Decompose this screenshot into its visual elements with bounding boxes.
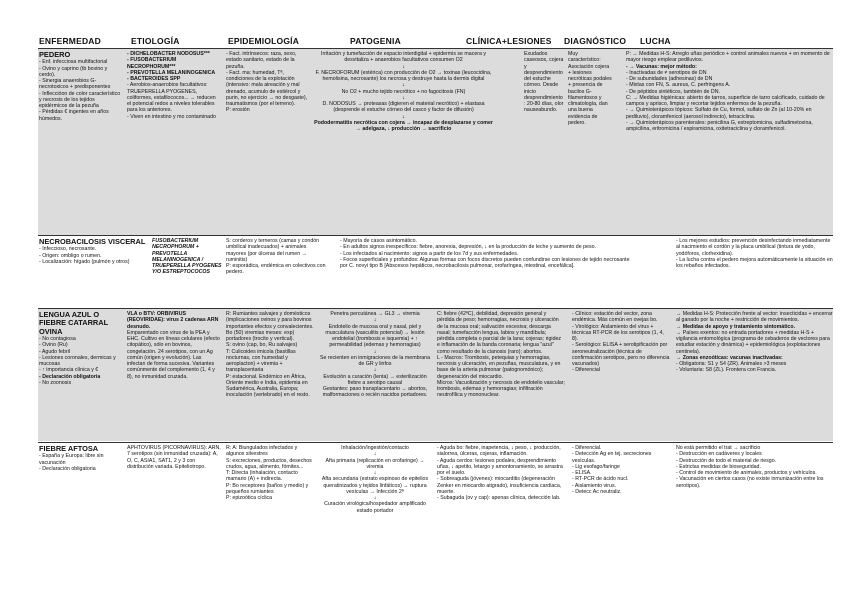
text-line: Muy característico: Asociación cojera + lesiones necróticas podales + presencia de bacilos G- filamentosos y climatología, dan una buena evidencia de pedero. bbox=[568, 51, 612, 126]
text-line: - Declaración obligatoria bbox=[39, 465, 96, 472]
lengua-patogenia bbox=[317, 311, 433, 441]
text-line: - Obligatoria: S1 y S4 (ZR). Animales >3 meses bbox=[676, 361, 787, 367]
text-line: - Origen: ombligo o rumen. bbox=[39, 252, 102, 259]
text-line: - Aguda cerdos: lesiones podales, desprendimiento uñas, ↓ apetito, letargo y amontonamiento, se arrastra por el suelo. bbox=[437, 457, 563, 476]
text-line: Pododermatitis necrótica con cojera → incapaz de desplazarse y comer → adelgaza, ↓ producción → sacrificio bbox=[314, 119, 493, 132]
text-line: Inhalación/ingestión/contacto bbox=[341, 445, 409, 451]
header-clinica-lesiones: CLÍNICA+LESIONES bbox=[466, 36, 552, 46]
text-line: - Aerobios-anaerobios facultativos: TRUEPERELLA PYOGENES, coliformes, estafilococos... → reducen el potencial redox a niveles tolerables para los anteriores. bbox=[127, 82, 216, 114]
divider bbox=[38, 48, 833, 49]
text-line: - → Quimioterápicos parenterales: penicilina G, estreptomicina, sulfadimetoxina, ampicilina, eritromicina / espiramicina, oxitetraciclina y cloramfenicol. bbox=[626, 119, 813, 132]
lengua-epidemiologia bbox=[226, 311, 314, 441]
pedero-enfermedad bbox=[39, 51, 124, 234]
divider bbox=[38, 442, 833, 443]
arrow-down-icon: ↓ bbox=[402, 63, 405, 70]
text-line: - Sobreaguda (jóvenes): miocarditis (degeneración Zenker en miocardio atigrado), insuficiencia cardiaca, muerte. bbox=[437, 476, 562, 495]
text-line: - Subaguda (ov y cap): apenas clínica, detección lab. bbox=[437, 495, 561, 501]
text-line: T: Directa (inhalación, contacto mamario (A) + indirecta. bbox=[226, 470, 298, 483]
necro-etiologia bbox=[152, 238, 224, 306]
text-line: D. NODOSUS → proteasas (digieren el material necrótico) + elastasa (desprende el estuche córneo del casco y factor de difusión) bbox=[322, 101, 485, 114]
arrow-down-icon: ↓ bbox=[373, 367, 377, 374]
text-line: - Aguda bo: fiebre, inapetencia, ↓ peso, ↓ producción, sialorrea, úlceras, cojeras, inflamación. bbox=[437, 445, 561, 458]
text-line: F. NECROFORUM (estérica) con producción de O2 → toxinas (leucocidina, hemolisina, necrosante) los necrosa y destruye hasta la dermis digital bbox=[315, 69, 492, 82]
text-line: T: Culicoides imicola (bastillas nocturnas, con humedad y aeroplacton) + viremia + transplacentaria bbox=[226, 348, 296, 374]
text-line: P: epizoótica cíclica bbox=[226, 495, 273, 501]
divider bbox=[38, 235, 833, 236]
text-line: - Fact. ma: humedad, Tª, condiciones de la explotación (intensivo: mala aireación y mal drenado, acumulo de estiércol y purin, no ejercicio → no desgaste), traumatismos (por el terreno). bbox=[226, 69, 308, 107]
text-line: P: esporádica, endémica en colectivos con pedero. bbox=[226, 263, 326, 276]
text-line: - Detección Ag en tej. secreciones vesículas. bbox=[572, 451, 652, 464]
text-line: L - Macros: Trombosis, petequias y hemorragias, necrosis y ulceración, en pezuñas, musculatura, y en base de la arteria pulmonar (patognomónico); degeneración del miocardio. bbox=[437, 354, 561, 380]
text-line: Afta primaria (replicación en orofaringe) → viremia bbox=[325, 457, 425, 470]
text-line: S: ovino (cap, bo, Ru salvajes) bbox=[226, 342, 298, 349]
text-line: - En adultos signos inespecíficos: fiebre, anorexia, depresión, ↓ en la producción de leche y aumento de peso. bbox=[340, 244, 596, 251]
aftosa-etiologia bbox=[127, 445, 221, 585]
disease-name: NECROBACILOSIS VISCERAL bbox=[39, 238, 146, 246]
arrow-down-icon: ↓ bbox=[373, 451, 377, 458]
text-line: Emparentado con virus de la PEA y EHC. Cultivo en líneas celulares (efecto citopático), sólo en bovinos, congelación. 24 serotipos, con un Ag común (origen y evolución). Las infectan de forma sucesiva. Variantes comúnmente del complemento (1, 4 y 8), no inmunidad cruzada. bbox=[127, 329, 220, 380]
text-line: Irritación y tumefacción de espacio interdigital + epidermis se macera y desvitaliza + anaerobios facultativos consumen O2 bbox=[320, 51, 486, 64]
header-diagnostico: DIAGNÓSTICO bbox=[564, 36, 627, 46]
text-line: Exudados caseosos, cojera y desprendimiento del estuche córneo. Desde inicio desprendimiento: 20-80 días, olor nauseabundo. bbox=[524, 51, 564, 114]
text-line: - Localización: hígado (pulmón y otros) bbox=[39, 258, 130, 265]
text-line: - → Quimioterápicos tópicos: Sulfato de Cu, formol, sulfato de Zn (al 10-20% en pediluvio), cloramfenicol (aerosol indirecto), tetraciclina. bbox=[626, 107, 812, 120]
pedero-patogenia bbox=[313, 51, 494, 234]
text-line: - La lucha contra el pedero mejora automáticamente la situación en los rebaños infectados. bbox=[676, 256, 833, 269]
text-line: - Fact. intrínsecos: raza, sexo, estado sanitario, estado de la pezuña. bbox=[226, 51, 297, 70]
aftosa-enfermedad bbox=[39, 445, 124, 585]
pedero-epidemiologia bbox=[226, 51, 310, 234]
text-line: → Medidas de apoyo y tratamiento sintomático. bbox=[676, 323, 796, 330]
header-patogenia: PATOGENIA bbox=[350, 36, 401, 46]
text-line: - Clínico: estación del vector, zona endémica. Más común en ovejas bo. bbox=[572, 311, 658, 324]
text-line: FUSOBACTERIUM NECROPHORUM + PREVOTELLA MELANINOGENICA / TRUEPERELLA PYOGENES Y/O ESTREPTOCOCOS bbox=[152, 238, 222, 276]
text-line: - España y Europa: libre sin vacunación bbox=[39, 453, 104, 466]
header-epidemiologia: EPIDEMIOLOGÍA bbox=[228, 36, 300, 46]
text-line: - Inactivadas de ≠ serotipos de DN bbox=[626, 69, 707, 76]
lengua-etiologia bbox=[127, 311, 221, 441]
arrow-down-icon: ↓ bbox=[373, 470, 377, 476]
text-line: VLA o BTV: ORBIVIRUS (REOVIRIDAE): virus 2 cadenas ARN desnudo. bbox=[127, 311, 219, 330]
text-line: P: estacional. Endémico en África, Oriente medio e India, epidemia en Sudamérica, Australia, Europa; inoculación (vertebrado) en el resto. bbox=[226, 373, 310, 399]
text-line: - ↑ importancia clínica y € bbox=[39, 367, 99, 374]
text-line: - → Vacunas: mejor método: bbox=[626, 63, 697, 70]
text-line: - Vacunación en ciertos casos (no existe inmunización entre los serotipos). bbox=[676, 476, 824, 489]
text-line: - Los infectados al nacimiento: signos a partir de los 7d y sus enfermedades. bbox=[340, 250, 519, 257]
text-line: - Diferencial bbox=[572, 367, 601, 374]
text-line: No está permitido el trat → sacrificio bbox=[676, 445, 761, 451]
lengua-diagnostico bbox=[572, 311, 670, 441]
text-line: - Control de movimiento de animales, productos y vehículos. bbox=[676, 470, 817, 476]
lengua-lucha bbox=[676, 311, 833, 441]
disease-name: PEDERO bbox=[39, 51, 71, 59]
text-line: C: fiebre (42ºC), debilidad, depresión general y pérdida de peso; hemorragias, necrosis y ulceración de la mucosa oral; salivación excesiva; descarga nasal; tumefacción lengua, labios y mandíbula; pérdida completa o parcial de la lana; cojeras; rigidez e inflamación de la banda coronaria; lengua "azul" como resultado de la cianosis (raro); abortos. bbox=[437, 311, 562, 355]
aftosa-lucha bbox=[676, 445, 833, 585]
text-line: - Mayoría de casos asintomático. bbox=[340, 238, 418, 244]
text-line: Micros: Vacuolización y necrosis de endotelio vascular; trombosis, edemas y hemorragias; infiltración neutrofílica y mononuclear. bbox=[437, 379, 565, 399]
necro-epidemiologia bbox=[226, 238, 326, 306]
text-line: P: → Medidas H-S: Arreglo uñas periódico + control animales nuevos + en momento de mayor riesgo emplear pediluvios. bbox=[626, 51, 830, 64]
necro-patogenia-clinica bbox=[340, 238, 635, 306]
arrow-down-icon: ↓ bbox=[402, 113, 405, 120]
aftosa-patogenia bbox=[317, 445, 433, 585]
text-line: Gestantes: paso transplacentario → abortos, malformaciones o recién nacidos portadores. bbox=[322, 386, 428, 399]
text-line: - Ovino y caprino (tb bovino y cerdo). bbox=[39, 65, 108, 78]
text-line: → Zonas enzoóticas: vacunas inactivadas: bbox=[676, 354, 783, 361]
text-line: C: → Medidas higiénicas: abierto de tarros, superficie de tarro calcificado, cuidado de campos y aprisco, limpiar y recortar tejidos enfermos de la pezuña. bbox=[626, 94, 825, 107]
text-line: - Destrucción en cadáveres y locales bbox=[676, 451, 762, 458]
text-line: - Viven en intestino y mo contaminado bbox=[127, 113, 216, 120]
text-line: - ELISA. bbox=[572, 470, 592, 476]
arrow-down-icon: ↓ bbox=[373, 348, 377, 355]
disease-name: LENGUA AZUL O FIEBRE CATARRAL OVINA bbox=[39, 311, 108, 336]
text-line: → Medidas H-S: Protección frente al vector: insecticidas + encerrar al ganado por la noche + restricción de movimientos. bbox=[676, 311, 833, 324]
text-line: No O2 + mucho tejido necrótico + no fagocitosis (FN) bbox=[341, 88, 466, 95]
text-line: - Infeccioso, necrosante. bbox=[39, 246, 97, 253]
pedero-diagnostico bbox=[568, 51, 612, 234]
text-line: - Serológico: ELISA + serotipificación por seroneutralización (técnica de confirmación serotipos, pero no diferencia vacunados) bbox=[572, 342, 670, 367]
text-line: - Mixtas con FN, S. aureus, C. perfringens A. bbox=[626, 82, 731, 89]
header-enfermedad: ENFERMEDAD bbox=[39, 36, 101, 46]
text-line: - Estrictas medidas de bioseguridad. bbox=[676, 463, 761, 470]
necro-lucha bbox=[676, 238, 833, 306]
header-etiologia: ETIOLOGÍA bbox=[131, 36, 180, 46]
text-line: - Infleccióon de color característico y necrosis de los tejidos epidérmicos de la pezuña bbox=[39, 90, 121, 110]
text-line: - Focos superficiales y profundos: Algunas formas con focos discretos pueden confundirse con lesiones de tejido necrosante por C. novyi tipo B [Abscesos hepáticos, necrobacilosis pulmonar, orofaríngea, intestinal, encefálica]. bbox=[340, 256, 630, 269]
arrow-down-icon: ↓ bbox=[373, 495, 377, 501]
text-line: - Virológico: Aislamiento del virus + técnicas RT-PCR de los serotipos (1, 4, 8). bbox=[572, 323, 664, 342]
text-line: - Ovino (Ru) bbox=[39, 342, 68, 349]
text-line: - Lesiones coronales, dermicas y mucosas bbox=[39, 354, 116, 368]
lengua-enfermedad bbox=[39, 311, 124, 441]
text-line: Penetra percutánea → GL3 → viremia bbox=[330, 311, 420, 317]
text-line: - Aislamiento virus. bbox=[572, 482, 617, 489]
text-line: - Los mejores estudios: prevención desinfectando inmediatamente al nacimiento el cordón y la placa umbilical (tintura de yodo, yodóforos, clorhexidina). bbox=[676, 238, 831, 257]
text-line: R: A: Biungulados infectados y algunos silvestres bbox=[226, 445, 298, 458]
text-line: Curación virológica/hospedador amplificado estado portador bbox=[324, 501, 426, 514]
text-line: - Lig esofago/faringe bbox=[572, 463, 620, 470]
divider bbox=[38, 308, 833, 309]
text-line: - BACTEROIDES SPP bbox=[127, 76, 181, 82]
text-line: S: corderos y terneros (camas y condón umbilical inadecuados) + animales mayores (por úlceras del rumen → ruminitis) bbox=[226, 238, 320, 263]
text-line: - Pérdidas € ingentes en años húmedos. bbox=[39, 109, 109, 122]
text-line: P: erosión bbox=[226, 107, 250, 114]
text-line: - Enf. infecciosa multifactorial bbox=[39, 59, 108, 66]
text-line: - Destrucción de todo el material de riesgo. bbox=[676, 457, 777, 464]
arrow-down-icon: ↓ bbox=[373, 317, 377, 324]
arrow-down-icon: ↓ bbox=[402, 94, 405, 101]
text-line: - Sinergia anaerobios G- necrotoxicos + predisponentes bbox=[39, 78, 111, 91]
text-line: - Diferencial. bbox=[572, 445, 602, 451]
text-line: Afta secundaria (estrato espinoso de epitelios queratinizados y tejidos linfáticos) → ruptura vesículas → Infección 2ª bbox=[321, 476, 429, 495]
text-line: - DICHELOBACTER NODOSUS*** bbox=[127, 51, 210, 57]
text-line: → Países exentos: no entrada portadores + medidas H-S + vigilancia entomológica (programa de cebaderos de vectores para estudiar estación y dinámica) + epidemiológica (explotaciones centinela). bbox=[676, 329, 830, 355]
text-line: R: Rumiantes salvajes y domésticos (implicaciones ovinos y para bovinos importantes efectos y convalecientes. Bo (50) viremias meses: exp) portadores (trocito y vertical). bbox=[226, 311, 314, 342]
pedero-etiologia bbox=[127, 51, 219, 234]
text-line: - PREVOTELLA MELANINOGENICA bbox=[127, 69, 216, 76]
text-line: - Agudo febril bbox=[39, 348, 70, 355]
text-line: Endotelio de mucosa oral y nasal, piel y musculatura (vasculitis potencial) → lesión endotelial (trombosis e isquemia) + ↑ permeabilidad (edemas y hemorragias) bbox=[325, 323, 425, 349]
pedero-clinica bbox=[524, 51, 564, 234]
text-line: - Detecc Ac neutraliz. bbox=[572, 488, 622, 495]
text-line: - Voluntaria: S8 (ZL). Frontera con Francia. bbox=[676, 367, 777, 374]
disease-name: FIEBRE AFTOSA bbox=[39, 445, 99, 453]
text-line: - De subunidades (adhesinas) de DN bbox=[626, 76, 713, 82]
text-line: - No contagiosa bbox=[39, 336, 76, 343]
necro-enfermedad bbox=[39, 238, 149, 306]
text-line: Evolución a curación (lenta) → esterilización fiebre a serotipo causal bbox=[323, 373, 427, 386]
text-line: - De péptidos sintéticos, también de DN. bbox=[626, 88, 720, 95]
lengua-clinica bbox=[437, 311, 565, 441]
text-line: S: excreciones, productos, desechos crudos, agua, alimento, fómites... bbox=[226, 457, 312, 470]
text-line: Se recienten en inmigraciones de la membrana de GR y linfos bbox=[319, 354, 431, 367]
text-line: - No zoonosis bbox=[39, 379, 72, 386]
aftosa-diagnostico bbox=[572, 445, 670, 585]
arrow-down-icon: ↓ bbox=[402, 82, 405, 89]
text-line: P: Bo receptores (baños y medio) y pequeños rumiantes bbox=[226, 482, 309, 495]
header-lucha: LUCHA bbox=[640, 36, 671, 46]
text-line: APHTOVIRUS (PICORNAVIRUS): ARN, 7 serotipos (sin inmunidad cruzada): A, O, C, ASIA1, SAT1, 2 y 3 con distribución variada. Epiteliotropo. bbox=[127, 445, 221, 470]
aftosa-epidemiologia bbox=[226, 445, 314, 585]
text-line: - RT-PCR de ácido nucl. bbox=[572, 476, 629, 483]
aftosa-clinica bbox=[437, 445, 567, 585]
text-line: - FUSOBACTERIUM NECROPHORUM*** bbox=[127, 57, 177, 70]
pedero-lucha bbox=[626, 51, 833, 234]
text-line: - Declaración obligatoria bbox=[39, 373, 101, 380]
